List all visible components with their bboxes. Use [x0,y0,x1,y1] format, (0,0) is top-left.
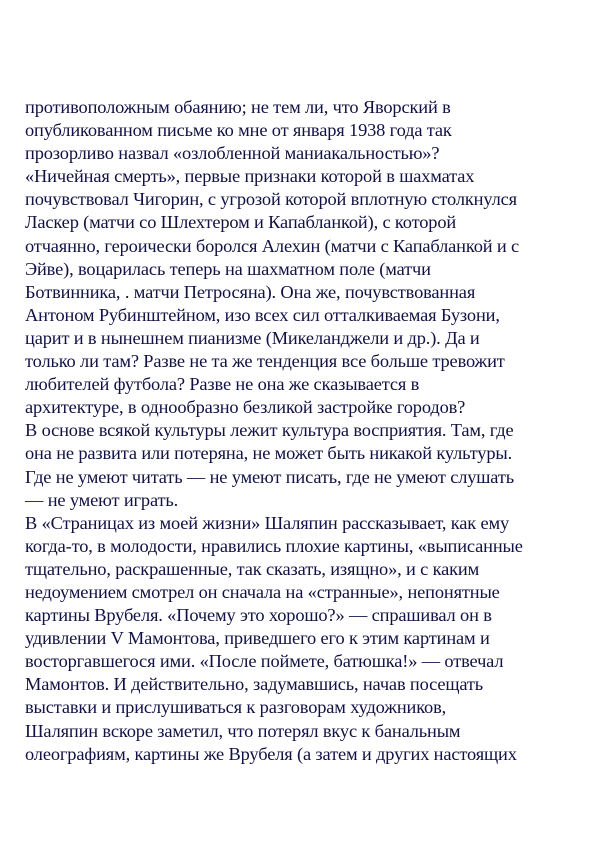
text-line: Ласкер (матчи со Шлехтером и Капабланкой), с которой [25,212,457,233]
text-line: В «Страницах из моей жизни» Шаляпин рассказывает, как ему [25,512,510,533]
body-text [25,96,585,766]
text-line: любителей футбола? Разве не она же сказывается в [25,374,420,395]
text-line: отчаянно, героически боролся Алехин (матчи с Капабланкой и с [25,235,520,256]
text-line: только ли там? Разве не та же тенденция все больше тревожит [25,351,505,372]
text-line: почувствовал Чигорин, с угрозой которой вплотную столкнулся [25,189,517,210]
text-line: архитектуре, в однообразно безликой застройке городов? [25,397,466,418]
text-line: «Ничейная смерть», первые признаки которой в шахматах [25,166,475,187]
text-line: царит и в нынешнем пианизме (Микеланджели и др.). Да и [25,327,480,348]
text-line: опубликованном письме ко мне от января 1938 года так [25,120,452,141]
text-line: Мамонтов. И действительно, задумавшись, начав посещать [25,674,484,695]
text-line: Антоном Рубинштейном, изо всех сил отталкиваемая Бузони, [25,304,500,325]
text-line: Шаляпин вскоре заметил, что потерял вкус к банальным [25,720,461,741]
text-line: противоположным обаянию; не тем ли, что Яворский в [25,97,451,117]
text-line: тщательно, раскрашенные, так сказать, изящно», и с каким [25,558,480,579]
text-line: Эйве), воцарилась теперь на шахматном поле (матчи [25,258,431,279]
text-line: — не умеют играть. [25,489,179,510]
text-line: прозорливо назвал «озлобленной маниакальностью»? [25,143,440,164]
text-line: олеографиям, картины же Врубеля (а затем и других настоящих [25,743,517,764]
text-line: В основе всякой культуры лежит культура восприятия. Там, где [25,420,514,441]
text-line: она не развита или потеряна, не может быть никакой культуры. [25,443,513,464]
text-line: восторгавшегося ими. «После поймете, батюшка!» — отвечал [25,651,504,672]
text-line: картины Врубеля. «Почему это хорошо?» — спрашивал он в [25,605,492,626]
text-line: выставки и прислушиваться к разговорам художников, [25,697,447,718]
text-line: недоумением смотрел он сначала на «странные», непонятные [25,581,500,602]
text-line: Где не умеют читать — не умеют писать, где не умеют слушать [25,466,514,487]
text-line: Ботвинника, . матчи Петросяна). Она же, почувствованная [25,281,476,302]
text-line: удивлении V Мамонтова, приведшего его к этим картинам и [25,628,490,649]
text-line: когда-то, в молодости, нравились плохие картины, «выписанные [25,535,523,556]
